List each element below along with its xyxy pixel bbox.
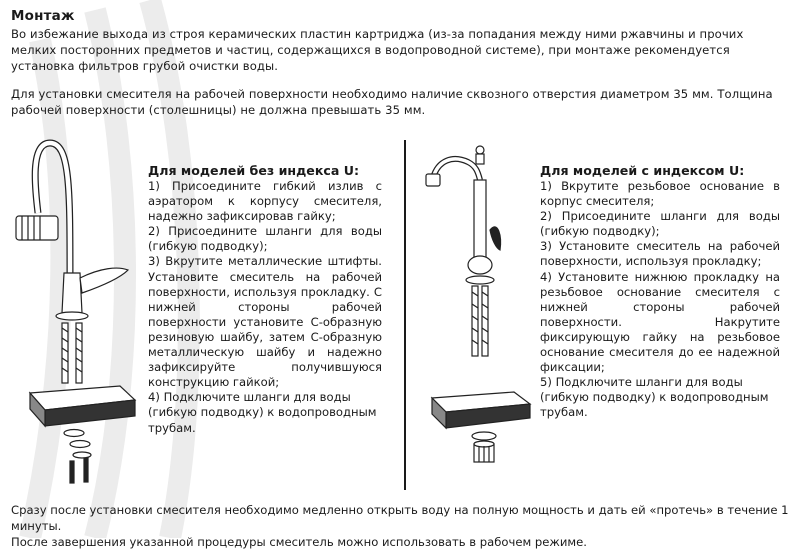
column-divider [404,140,406,490]
left-step-2: 2) Присоедините шланги для воды (гибкую подводку); [148,224,382,254]
right-step-2: 2) Присоедините шланги для воды (гибкую подводку); [540,209,780,239]
footer-line-1: Сразу после установки смесителя необходимо медленно открыть воду на полную мощность и дать ей «протечь» в течение 1 минуты. [11,503,789,533]
footer-line-2: После завершения указанной процедуры смеситель можно использовать в рабочем режиме. [11,535,587,549]
right-step-1: 1) Вкрутите резьбовое основание в корпус смесителя; [540,179,780,209]
right-step-4: 4) Установите нижнюю прокладку на резьбовое основание смесителя с нижней стороны рабочей поверхности. Накрутите фиксирующую гайку на резьбовое основание смесителя до ее надежной фиксации; [540,269,780,375]
footer-note [11,502,791,550]
right-section-title: Для моделей с индексом U: [540,163,745,178]
page-title: Монтаж [11,8,75,24]
left-section-title: Для моделей без индекса U: [148,163,359,178]
right-section-steps [540,179,780,421]
right-step-3: 3) Установите смеситель на рабочей поверхности, используя прокладку; [540,239,780,269]
left-section-steps [148,179,382,436]
left-step-1: 1) Присоедините гибкий излив с аэратором к корпусу смесителя, надежно зафиксировав гайку; [148,179,382,224]
left-step-3: 3) Вкрутите металлические штифты. Установите смеситель на рабочей поверхности, используя прокладку. С нижней стороны рабочей поверхности установите С-образную резиновую шайбу, затем С-образную металлическую шайбу и надежно зафиксируйте получившуюся конструкцию гайкой; [148,254,382,390]
retro-faucet-illustration [418,140,536,470]
flexible-spout-faucet-illustration [10,128,140,488]
left-step-4: 4) Подключите шланги для воды (гибкую подводку) к водопроводным трубам. [148,390,377,435]
mounting-paragraph: Для установки смесителя на рабочей поверхности необходимо наличие сквозного отверстия диаметром 35 мм. Толщина рабочей поверхности (столешницы) не должна превышать 35 мм. [11,87,773,117]
right-step-5: 5) Подключите шланги для воды (гибкую подводку) к водопроводным трубам. [540,375,769,420]
intro-paragraph: Во избежание выхода из строя керамических пластин картриджа (из-за попадания между ними ржавчины и прочих мелких посторонних предметов и частиц, содержащихся в водопроводной системе), при монтаже рекомендуется установка фильтров грубой очистки воды. [11,27,744,73]
